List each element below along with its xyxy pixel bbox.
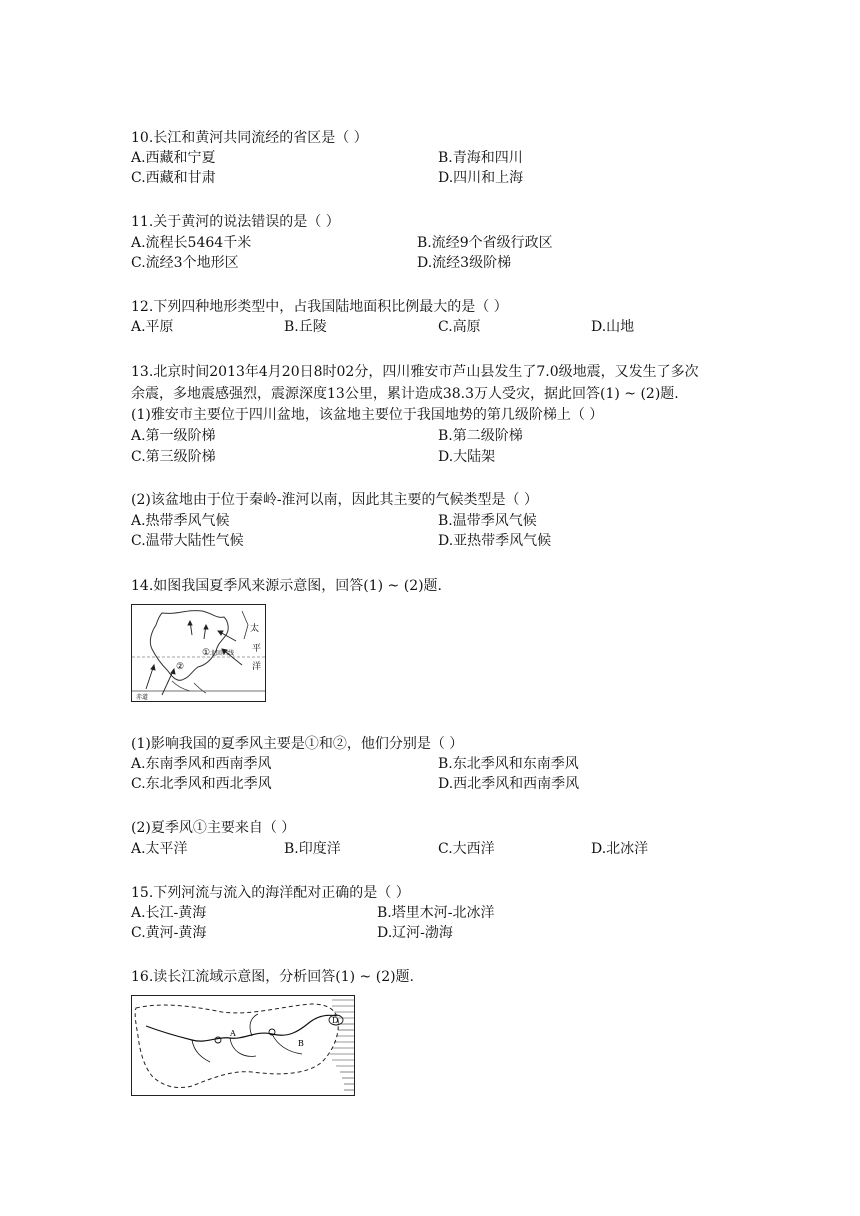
- q14-sub2-option-d[interactable]: D.北冰洋: [591, 841, 649, 857]
- arrowhead-3: [171, 669, 175, 674]
- arrowhead-2: [218, 631, 223, 635]
- arrowhead-5: [188, 621, 192, 625]
- map-label-equator: 赤道: [136, 694, 149, 701]
- q15-option-c[interactable]: C.黄河-黄海: [131, 925, 207, 941]
- china-outline: [150, 611, 228, 681]
- q15-option-a[interactable]: A.长江-黄海: [131, 905, 207, 921]
- arrowhead-4: [151, 665, 155, 670]
- q12-option-d[interactable]: D.山地: [591, 319, 635, 335]
- q15-option-d[interactable]: D.辽河-渤海: [377, 925, 453, 941]
- q13-stem-line2: 余震，多地震感强烈，震源深度13公里，累计造成38.3万人受灾，据此回答(1) ~ (2)题.: [131, 386, 679, 402]
- map-label-ping: 平: [252, 644, 262, 654]
- map-label-b: B: [298, 1039, 304, 1048]
- q13-sub1-option-d[interactable]: D.大陆架: [438, 449, 496, 465]
- q15-option-b[interactable]: B.塔里木河-北冰洋: [377, 905, 495, 921]
- yangtze-basin-drawing: [132, 996, 354, 1095]
- q11-option-c[interactable]: C.流经3个地形区: [131, 255, 239, 271]
- tributaries: [192, 1014, 302, 1062]
- q16-stem: 16.读长江流域示意图，分析回答(1) ~ (2)题.: [131, 969, 415, 985]
- q13-sub2-stem: (2)该盆地由于位于秦岭-淮河以南，因此其主要的气候类型是（ ）: [131, 492, 539, 508]
- map-label-tai: 太: [250, 624, 260, 634]
- q15-stem: 15.下列河流与流入的海洋配对正确的是（ ）: [131, 885, 410, 901]
- map-label-d: D: [332, 1016, 339, 1025]
- q13-stem-line1: 13.北京时间2013年4月20日8时02分，四川雅安市芦山县发生了7.0级地震，又发生了多次: [131, 364, 699, 380]
- q10-option-a[interactable]: A.西藏和宁夏: [131, 150, 216, 166]
- q13-sub2-option-b[interactable]: B.温带季风气候: [438, 513, 537, 529]
- q14-sub2-option-b[interactable]: B.印度洋: [284, 841, 341, 857]
- q14-sub2-option-a[interactable]: A.太平洋: [131, 841, 188, 857]
- yangtze-river: [146, 1015, 339, 1041]
- basin-boundary: [135, 1004, 338, 1088]
- map-label-tropic: 北回归线: [210, 650, 235, 657]
- q11-stem: 11.关于黄河的说法错误的是（ ）: [131, 214, 340, 230]
- q14-stem: 14.如图我国夏季风来源示意图，回答(1) ~ (2)题.: [131, 578, 443, 594]
- map-label-yang: 洋: [252, 662, 262, 672]
- q10-option-d[interactable]: D.四川和上海: [438, 170, 524, 186]
- map-marker-1: ①: [202, 648, 211, 658]
- map-marker-2: ②: [176, 662, 185, 672]
- q13-sub1-option-a[interactable]: A.第一级阶梯: [131, 428, 216, 444]
- q12-option-c[interactable]: C.高原: [438, 319, 481, 335]
- yangtze-basin-map: [131, 995, 355, 1096]
- q14-sub2-stem: (2)夏季风①主要来自（ ）: [131, 820, 296, 836]
- q13-sub1-option-b[interactable]: B.第二级阶梯: [438, 428, 523, 444]
- q12-stem: 12.下列四种地形类型中，占我国陆地面积比例最大的是（ ）: [131, 299, 508, 315]
- q11-option-b[interactable]: B.流经9个省级行政区: [417, 235, 553, 251]
- q11-option-a[interactable]: A.流程长5464千米: [131, 235, 252, 251]
- q14-sub1-stem: (1)影响我国的夏季风主要是①和②，他们分别是（ ）: [131, 736, 464, 752]
- q14-sub1-option-a[interactable]: A.东南季风和西南季风: [131, 756, 272, 772]
- q13-sub1-option-c[interactable]: C.第三级阶梯: [131, 449, 216, 465]
- monsoon-map: [131, 604, 266, 702]
- q14-sub2-option-c[interactable]: C.大西洋: [438, 841, 495, 857]
- arrowhead-6: [204, 625, 208, 629]
- q13-sub2-option-d[interactable]: D.亚热带季风气候: [438, 533, 552, 549]
- map-label-a: A: [230, 1029, 236, 1038]
- q11-option-d[interactable]: D.流经3级阶梯: [417, 255, 512, 271]
- q12-option-a[interactable]: A.平原: [131, 319, 174, 335]
- q10-option-c[interactable]: C.西藏和甘肃: [131, 170, 216, 186]
- sea-hatching: [330, 1000, 354, 1090]
- q14-sub1-option-d[interactable]: D.西北季风和西南季风: [438, 776, 580, 792]
- q10-stem: 10.长江和黄河共同流经的省区是（ ）: [131, 130, 368, 146]
- q13-sub2-option-c[interactable]: C.温带大陆性气候: [131, 533, 244, 549]
- q14-sub1-option-b[interactable]: B.东北季风和东南季风: [438, 756, 579, 772]
- japan-outline: [242, 611, 248, 639]
- station-marker-1: [215, 1037, 221, 1043]
- q14-sub1-option-c[interactable]: C.东北季风和西北季风: [131, 776, 272, 792]
- q10-option-b[interactable]: B.青海和四川: [438, 150, 523, 166]
- q13-sub1-stem: (1)雅安市主要位于四川盆地，该盆地主要位于我国地势的第几级阶梯上（ ）: [131, 407, 604, 423]
- monsoon-map-drawing: [132, 605, 265, 701]
- q12-option-b[interactable]: B.丘陵: [284, 319, 327, 335]
- q13-sub2-option-a[interactable]: A.热带季风气候: [131, 513, 230, 529]
